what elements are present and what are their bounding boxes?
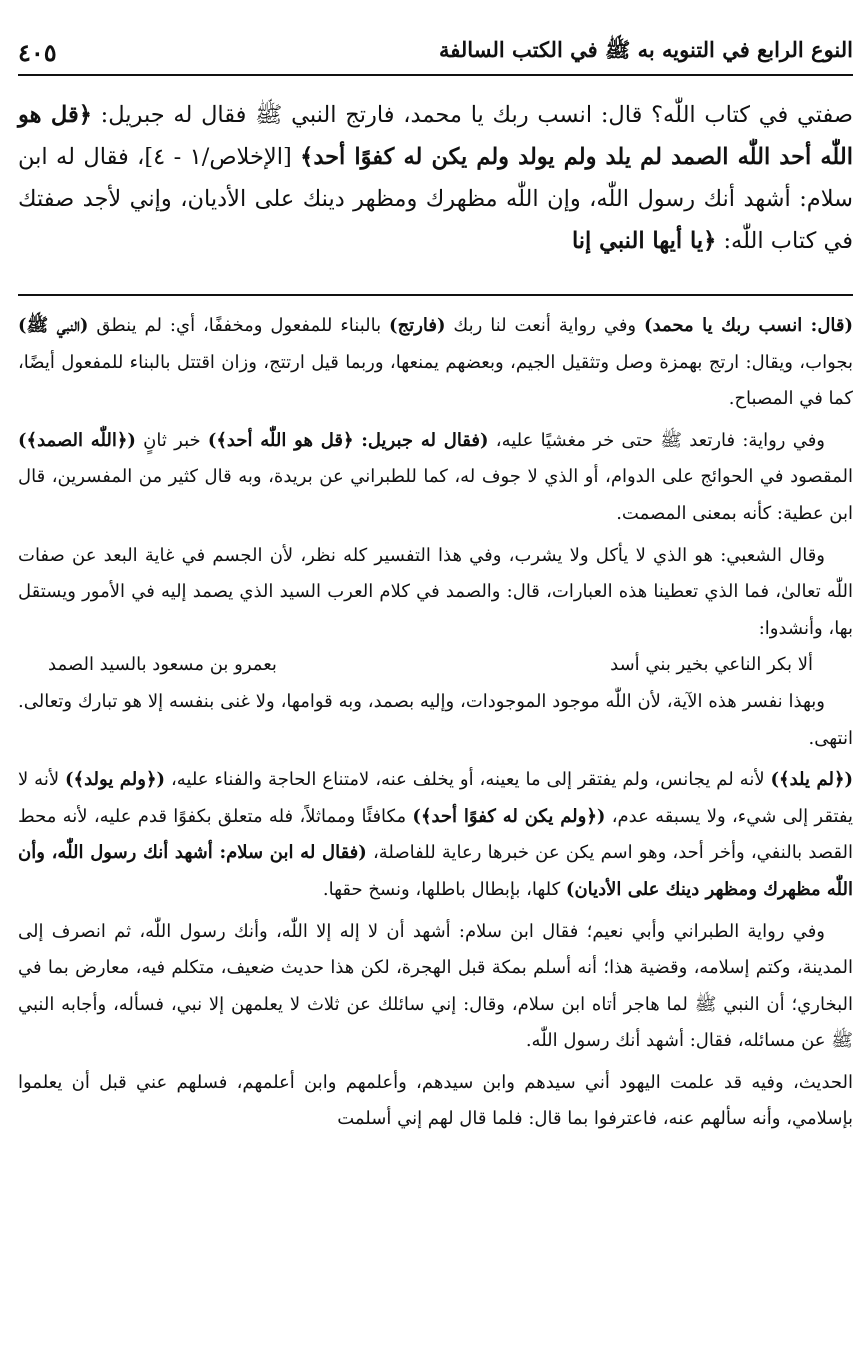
commentary-paragraph xyxy=(18,308,853,418)
running-header xyxy=(18,30,853,76)
main-text-run: صفتي في كتاب اللّٰه؟ قال: انسب ربك يا محمد، فارتج النبي ﷺ فقال له جبريل: xyxy=(91,102,853,128)
commentary-text: وفي رواية: فارتعد ﷺ حتى خر مغشيًا عليه، xyxy=(488,429,825,451)
commentary-paragraph xyxy=(18,762,853,908)
quoted-phrase: (فارتج) xyxy=(389,315,446,336)
main-text-run: [الإخلاص/١ - ٤]، فقال له ابن سلام: أشهد أنك رسول اللّٰه، وإن اللّٰه مظهرك ومظهر دينك على الأديان، وإني لأجد صفتك في كتاب اللّٰه: xyxy=(18,144,853,254)
main-text xyxy=(18,94,853,262)
commentary-text: المقصود في الحوائج على الدوام، أو الذي لا جوف له، كما للطبراني عن بريدة، وبه قال كثير من المفسرين، قال ابن عطية: كأنه بمعنى المصمت. xyxy=(18,466,853,524)
quran-verse: ﴿يا أيها النبي إنا xyxy=(571,228,717,254)
commentary-paragraph xyxy=(18,423,853,533)
commentary-text: لأنه لا يفتقر إلى شيء، ولا يسبقه عدم، xyxy=(18,769,853,827)
main-paragraph xyxy=(18,94,853,262)
header-title: النوع الرابع في التنويه به ﷺ في الكتب السالفة xyxy=(439,36,853,62)
commentary-paragraph: الحديث، وفيه قد علمت اليهود أني سيدهم وابن سيدهم، وأعلمهم وابن أعلمهم، فسلهم عني قبل أن يعلموا بإسلامي، وأنه سألهم عنه، فاعترفوا بما قال: فلما قال لهم إني أسلمت xyxy=(18,1071,853,1130)
commentary-text: بالبناء للمفعول ومخففًا، أي: لم ينطق xyxy=(88,315,390,336)
quoted-phrase: (فقال له ابن سلام: أشهد أنك رسول اللّٰه، وأن اللّٰه مظهرك ومظهر دينك على الأديان) xyxy=(18,842,853,900)
quoted-phrase: (﴿ولم يكن له كفوًا أحد﴾) xyxy=(412,805,606,827)
verse-hemistich-first: ألا بكر الناعي بخير بني أسد xyxy=(610,654,813,676)
quoted-phrase: (﴿لم يلد﴾) xyxy=(770,769,854,791)
quoted-phrase: (فقال له جبريل: ﴿قل هو اللّٰه أحد﴾) xyxy=(207,429,489,451)
commentary-text: لأنه لم يجانس، ولم يفتقر إلى ما يعينه، أو يخلف عنه، لامتناع الحاجة والفناء عليه، xyxy=(165,769,771,791)
quran-verse: ﴿قل هو اللّٰه أحد اللّٰه الصمد لم يلد ولم يولد ولم يكن له كفوًا أحد﴾ xyxy=(18,102,853,170)
text-divider xyxy=(18,294,853,296)
verse-hemistich-second: بعمرو بن مسعود بالسيد الصمد xyxy=(48,654,277,676)
commentary-text: كلها، بإبطال باطلها، ونسخ حقها. xyxy=(322,878,566,900)
quoted-phrase: (النبي ﷺ) xyxy=(18,315,89,336)
commentary-text: مكافئًا ومماثلاً، فله متعلق بكفوًا قدم عليه، لأنه محط القصد بالنفي، وأخر أحد، وهو اسم يكن عن خبرها رعاية للفاصلة، xyxy=(18,805,853,864)
book-page xyxy=(18,0,853,1359)
poetry-verse xyxy=(18,647,853,684)
commentary-paragraph: وبهذا نفسر هذه الآية، لأن اللّٰه موجود الموجودات، وإليه بصمد، وبه قوامها، ولا غنى بنفسه إلا هو تبارك وتعالى. انتهى. xyxy=(18,690,853,749)
commentary-text: وفي رواية أنعت لنا ربك xyxy=(445,315,645,336)
commentary-paragraph: وفي رواية الطبراني وأبي نعيم؛ فقال ابن سلام: أشهد أن لا إله إلا اللّٰه، وأنك رسول اللّٰه، ثم انصرف إلى المدينة، وكتم إسلامه، وقضية هذا؛ أنه أسلم بمكة قبل الهجرة، لكن هذا حديث ضعيف، متكلم فيه، معارض بما في البخاري؛ أن النبي ﷺ لما هاجر أتاه ابن سلام، وقال: إني سائلك عن ثلاث لا يعلمهن إلا نبي، فسأله، وأجابه النبي ﷺ عن مسائله، فقال: أشهد أنك رسول اللّٰه. xyxy=(18,920,853,1052)
page-number: ٤٠٥ xyxy=(18,37,57,67)
commentary-paragraph: وقال الشعبي: هو الذي لا يأكل ولا يشرب، وفي هذا التفسير كله نظر، لأن الجسم في غاية البعد عن صفات اللّٰه تعالىٰ، فما الذي تعطينا هذه العبارات، قال: والصمد في كلام العرب السيد الذي يصمد إليه في الأمور ويستقل بها، وأنشدوا: xyxy=(18,544,853,639)
quoted-phrase: (قال: انسب ربك يا محمد) xyxy=(644,315,853,336)
quoted-phrase: (﴿اللّٰه الصمد﴾) xyxy=(18,429,136,451)
quoted-phrase: (﴿ولم يولد﴾) xyxy=(65,769,166,791)
commentary-text: خبر ثانٍ xyxy=(135,429,208,451)
commentary-text: بجواب، ويقال: ارتج بهمزة وصل وتثقيل الجيم، وبعضهم يمنعها، وربما قيل ارتتج، وزان اقتتل بالبناء للمفعول أيضًا، كما في المصباح. xyxy=(18,351,853,410)
commentary xyxy=(18,308,853,1138)
